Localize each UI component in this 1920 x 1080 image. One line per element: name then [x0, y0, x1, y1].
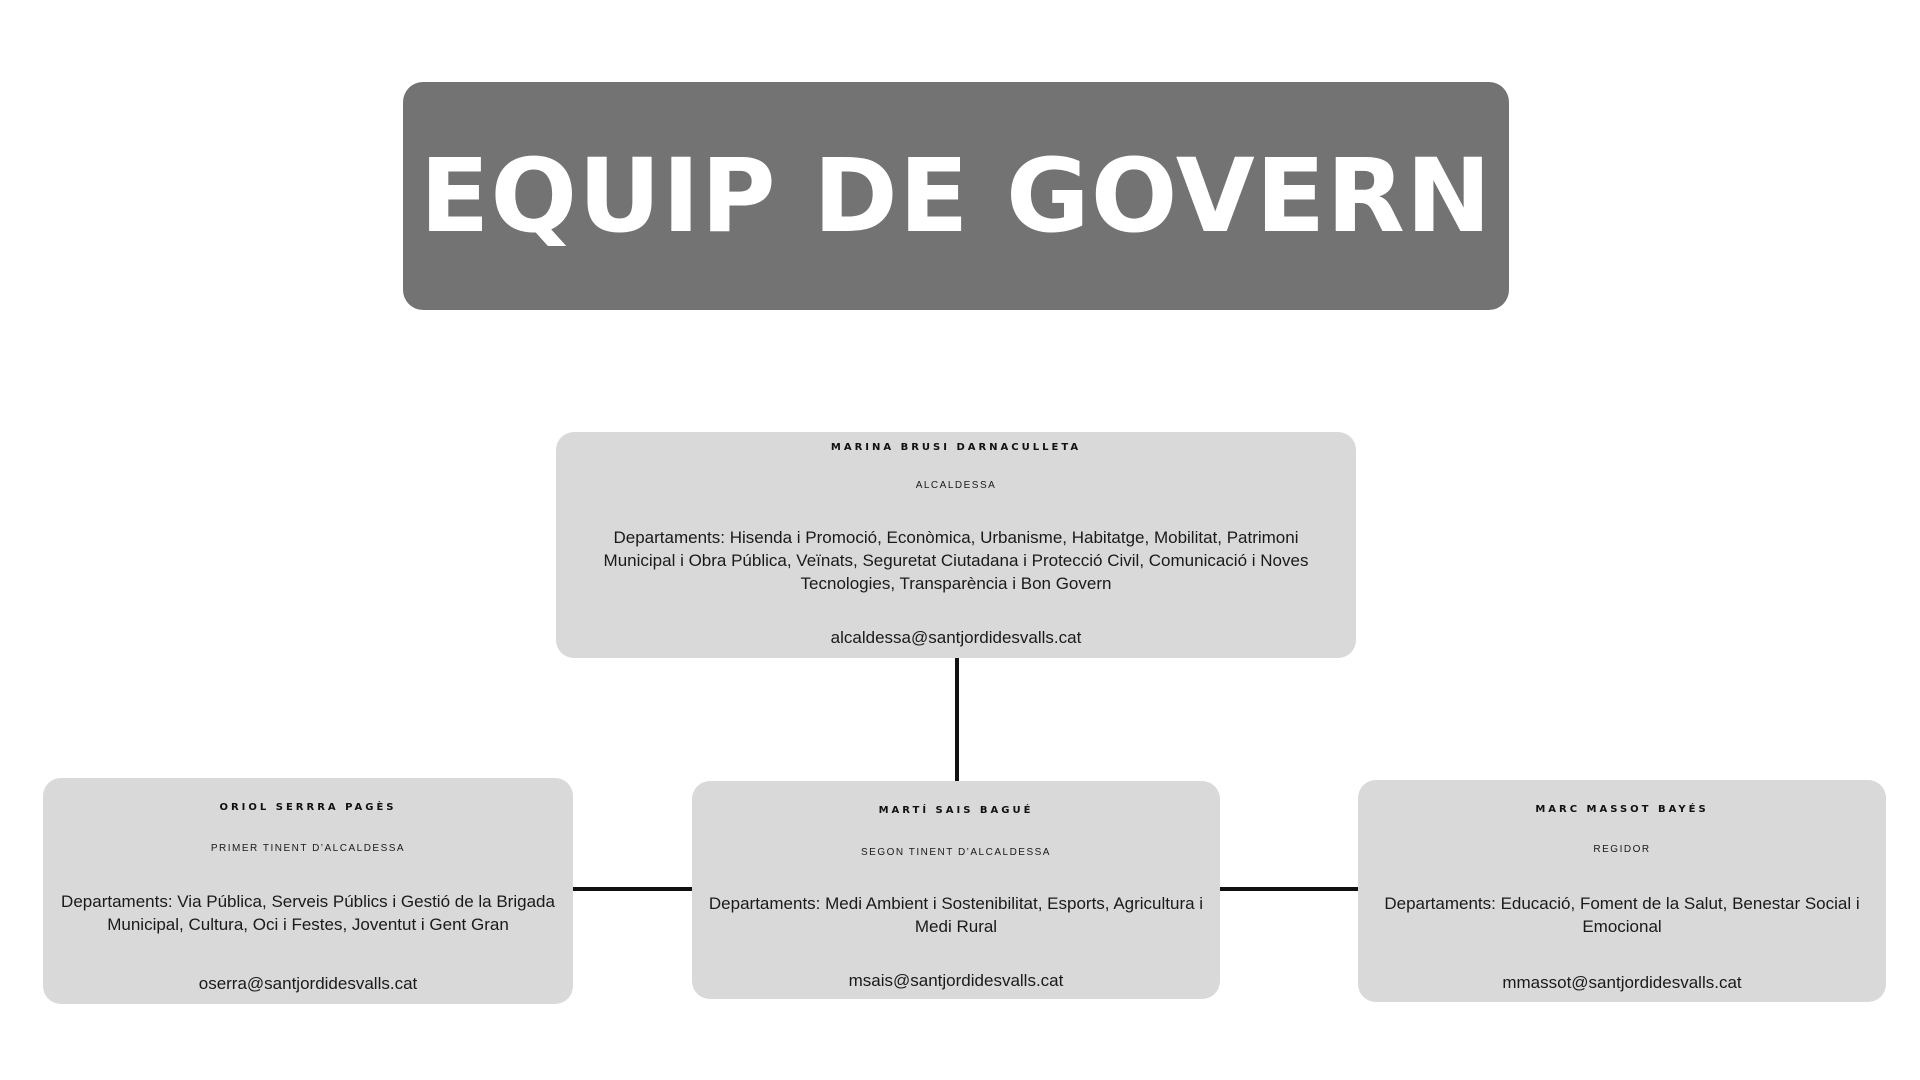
member-name: MARTÍ SAIS BAGUÉ [878, 805, 1034, 816]
member-role: SEGON TINENT D’ALCALDESSA [861, 847, 1051, 858]
member-email: mmassot@santjordidesvalls.cat [1502, 973, 1742, 992]
member-card-alcaldessa [556, 432, 1356, 658]
member-card-primer-tinent [43, 778, 573, 1004]
member-role: PRIMER TINENT D’ALCALDESSA [210, 843, 406, 854]
member-departments: Departaments: Via Pública, Serveis Públics i Gestió de la Brigada Municipal, Cultura, Oci i Festes, Joventut i Gent Gran [61, 892, 555, 934]
member-departments: Departaments: Educació, Foment de la Salut, Benestar Social i Emocional [1384, 894, 1860, 936]
member-email: msais@santjordidesvalls.cat [848, 971, 1064, 990]
member-role: ALCALDESSA [915, 480, 997, 491]
member-email: oserra@santjordidesvalls.cat [198, 974, 418, 993]
member-card-regidor [1358, 780, 1886, 1002]
member-name: MARC MASSOT BAYÉS [1535, 804, 1709, 815]
connector-left [572, 887, 692, 891]
member-departments: Departaments: Medi Ambient i Sostenibilitat, Esports, Agricultura i Medi Rural [708, 894, 1204, 936]
connector-vertical [955, 658, 959, 782]
member-name: MARINA BRUSI DARNACULLETA [830, 442, 1082, 453]
member-card-segon-tinent [692, 781, 1220, 999]
page-title: EQUIP DE GOVERN [419, 136, 1493, 256]
member-name: ORIOL SERRRA PAGÈS [219, 802, 397, 813]
member-role: REGIDOR [1593, 844, 1651, 855]
member-departments: Departaments: Hisenda i Promoció, Econòmica, Urbanisme, Habitatge, Mobilitat, Patrimoni Municipal i Obra Pública, Veïnats, Seguretat Ciutadana i Protecció Civil, Comunicació i Noves Tecnologies, Transparència i Bon Govern [603, 528, 1309, 593]
connector-right [1220, 887, 1358, 891]
member-email: alcaldessa@santjordidesvalls.cat [830, 628, 1082, 647]
title-banner [403, 82, 1509, 310]
